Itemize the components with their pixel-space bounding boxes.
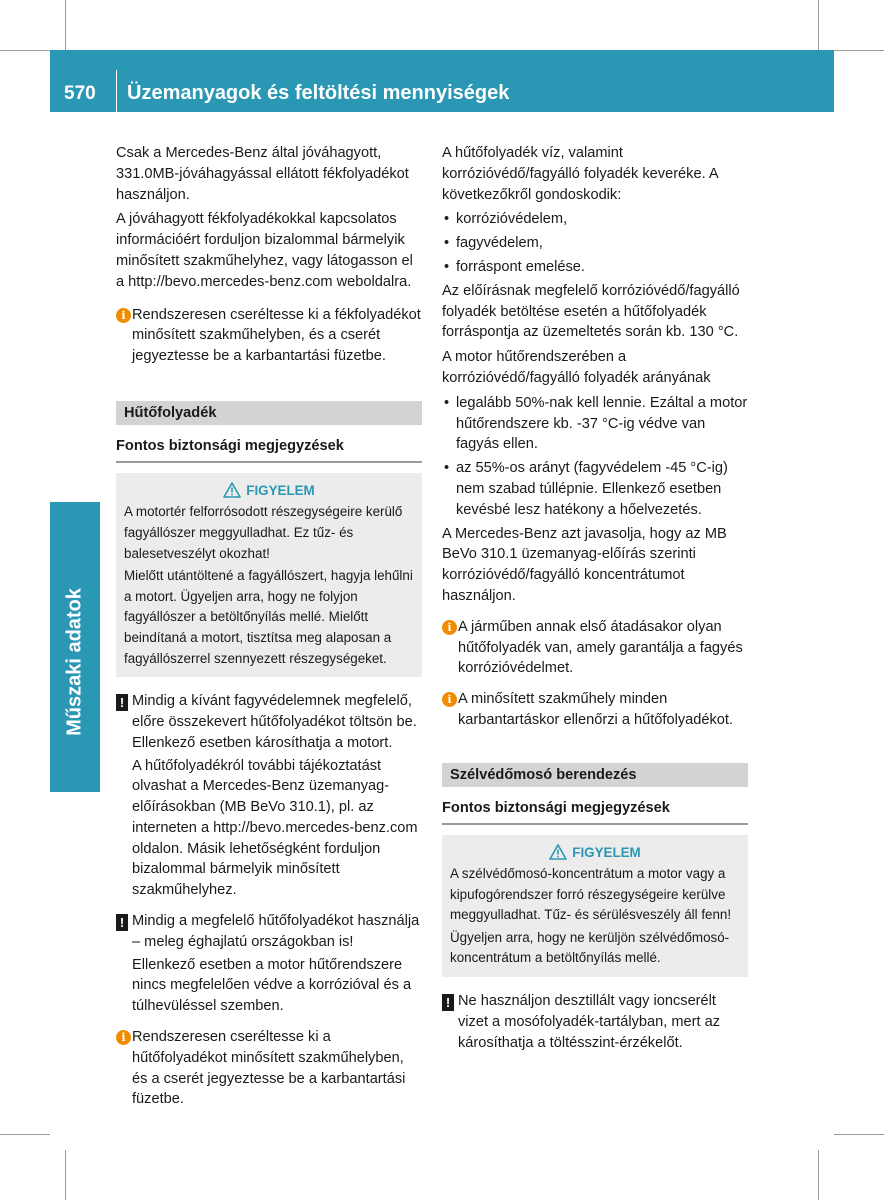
caution-note-text: Ne használjon desztillált vagy ioncserélt vizet a mosófolyadék-tartályban, mert az károsíthatja a töltésszint-érzékelőt. — [458, 993, 720, 1051]
right-column — [442, 143, 748, 1063]
crop-mark — [834, 1134, 884, 1135]
info-note-text: A minősített szakműhely minden karbantartáskor ellenőrzi a hűtőfolyadékot. — [458, 691, 734, 728]
page-title: Üzemanyagok és feltöltési mennyiségek — [127, 82, 510, 104]
warning-label: FIGYELEM — [572, 844, 641, 860]
info-note-text: Rendszeresen cseréltesse ki a hűtőfolyadékot minősített szakműhelyben, és a cserét jegyeztesse be a karbantartási füzetbe. — [132, 1029, 406, 1108]
warning-paragraph: A motortér felforrósodott részegységeire kerülő fagyállószer meggyulladhat. Ez tűz- és balesetveszélyt okozhat! — [124, 504, 403, 561]
coolant-intro: A hűtőfolyadék víz, valamint korrózióvédő/fagyálló folyadék keveréke. A következőkről gondoskodik: — [442, 145, 718, 203]
info-note — [116, 1027, 422, 1110]
list-item: • fagyvédelem, — [442, 233, 748, 254]
info-note — [442, 689, 748, 731]
exclamation-icon: ! — [442, 994, 454, 1011]
crop-mark — [65, 1150, 66, 1200]
caution-note-extra: A hűtőfolyadékról további tájékoztatást olvashat a Mercedes-Benz üzemanyag-előírásokban (MB BeVo 310.1), pl. az interneten a http://bevo.mercedes-benz.com oldalon. Másik lehetőségként forduljon bizalommal bármelyik minősített szakműhelyhez. — [132, 757, 418, 899]
list-item: • az 55%-os arányt (fagyvédelem -45 °C-ig) nem szabad túllépnie. Ellenkező esetben kevésbé lesz hatékony a hőelvezetés. — [442, 458, 748, 520]
crop-mark — [834, 50, 884, 51]
info-icon: i — [116, 308, 131, 323]
section-title-washer: Szélvédőmosó berendezés — [442, 763, 748, 787]
info-icon: i — [442, 692, 457, 707]
boiling-point-paragraph: Az előírásnak megfelelő korrózióvédő/fagyálló folyadék betöltése esetén a hűtőfolyadék forráspontja az üzemeltetés során kb. 130 °C. — [442, 282, 740, 341]
crop-mark — [65, 0, 66, 50]
page-number: 570 — [64, 83, 96, 104]
crop-mark — [0, 50, 50, 51]
exclamation-icon: ! — [116, 694, 128, 711]
info-icon: i — [442, 620, 457, 635]
warning-paragraph: A szélvédőmosó-koncentrátum a motor vagy a kipufogórendszer forró részegységeire kerülve meggyulladhat. Tűz- és sérülésveszély áll fenn! — [450, 866, 732, 923]
caution-note — [116, 911, 422, 1017]
info-note — [116, 305, 422, 367]
warning-label: FIGYELEM — [246, 482, 315, 498]
info-note — [442, 617, 748, 679]
crop-mark — [818, 1150, 819, 1200]
warning-box — [116, 473, 422, 677]
ratio-paragraph: A motor hűtőrendszerében a korrózióvédő/fagyálló folyadék arányának — [442, 349, 711, 386]
subsection-title: Fontos biztonsági megjegyzések — [442, 798, 748, 825]
section-title-coolant: Hűtőfolyadék — [116, 401, 422, 425]
info-note-text: Rendszeresen cseréltesse ki a fékfolyadékot minősített szakműhelyben, és a cserét jegyeztesse be a karbantartási füzetbe. — [132, 306, 421, 365]
recommendation-paragraph: A Mercedes-Benz azt javasolja, hogy az MB BeVo 310.1 üzemanyag-előírás szerinti korrózióvédő/fagyálló koncentrátumot használjon. — [442, 525, 727, 604]
caution-note — [116, 691, 422, 901]
crop-mark — [818, 0, 819, 50]
warning-header — [124, 481, 414, 502]
warning-paragraph: Mielőtt utántöltené a fagyállószert, hagyja lehűlni a motort. Ügyeljen arra, hogy ne folyjon fagyállószer a betöltőnyílás mellé. Mielőtt beindítaná a motort, tisztítsa meg alaposan a fagyállószerrel szennyezett részegységeket. — [124, 568, 413, 666]
info-note-text: A járműben annak első átadásakor olyan hűtőfolyadék van, amely garantálja a fagyés korrózióvédelmet. — [458, 618, 743, 677]
list-item: • legalább 50%-nak kell lennie. Ezáltal a motor hűtőrendszere kb. -37 °C-ig védve van fagyás ellen. — [442, 393, 748, 455]
intro-paragraph: Csak a Mercedes-Benz által jóváhagyott, 331.0MB-jóváhagyással ellátott fékfolyadékot használjon. — [116, 145, 409, 203]
left-column — [116, 143, 422, 1120]
list-item: • korrózióvédelem, — [442, 209, 748, 230]
list-item: • forráspont emelése. — [442, 257, 748, 278]
exclamation-icon: ! — [116, 914, 128, 931]
caution-note — [442, 991, 748, 1053]
warning-triangle-icon — [223, 482, 241, 498]
caution-note-extra: Ellenkező esetben a motor hűtőrendszere nincs megfelelően védve a korrózióval és a túlhevüléssel szemben. — [132, 956, 412, 1015]
warning-triangle-icon — [549, 844, 567, 860]
subsection-title: Fontos biztonsági megjegyzések — [116, 436, 422, 463]
info-icon: i — [116, 1030, 131, 1045]
crop-mark — [0, 1134, 50, 1135]
side-chapter-label: Műszaki adatok — [63, 588, 86, 736]
intro-paragraph: A jóváhagyott fékfolyadékokkal kapcsolatos információért forduljon bizalommal bármelyik minősített szakműhelyhez, vagy látogasson el a http://bevo.mercedes-benz.com weboldalra. — [116, 211, 413, 290]
caution-note-text: Mindig a megfelelő hűtőfolyadékot használja – meleg éghajlatú országokban is! — [132, 913, 420, 950]
header-divider — [116, 70, 117, 112]
warning-header — [450, 843, 740, 864]
warning-box — [442, 835, 748, 978]
warning-paragraph: Ügyeljen arra, hogy ne kerüljön szélvédőmosó-koncentrátum a betöltőnyílás mellé. — [450, 929, 730, 966]
caution-note-text: Mindig a kívánt fagyvédelemnek megfelelő, előre összekevert hűtőfolyadékot töltsön be. Ellenkező esetben károsíthatja a motort. — [132, 693, 417, 751]
